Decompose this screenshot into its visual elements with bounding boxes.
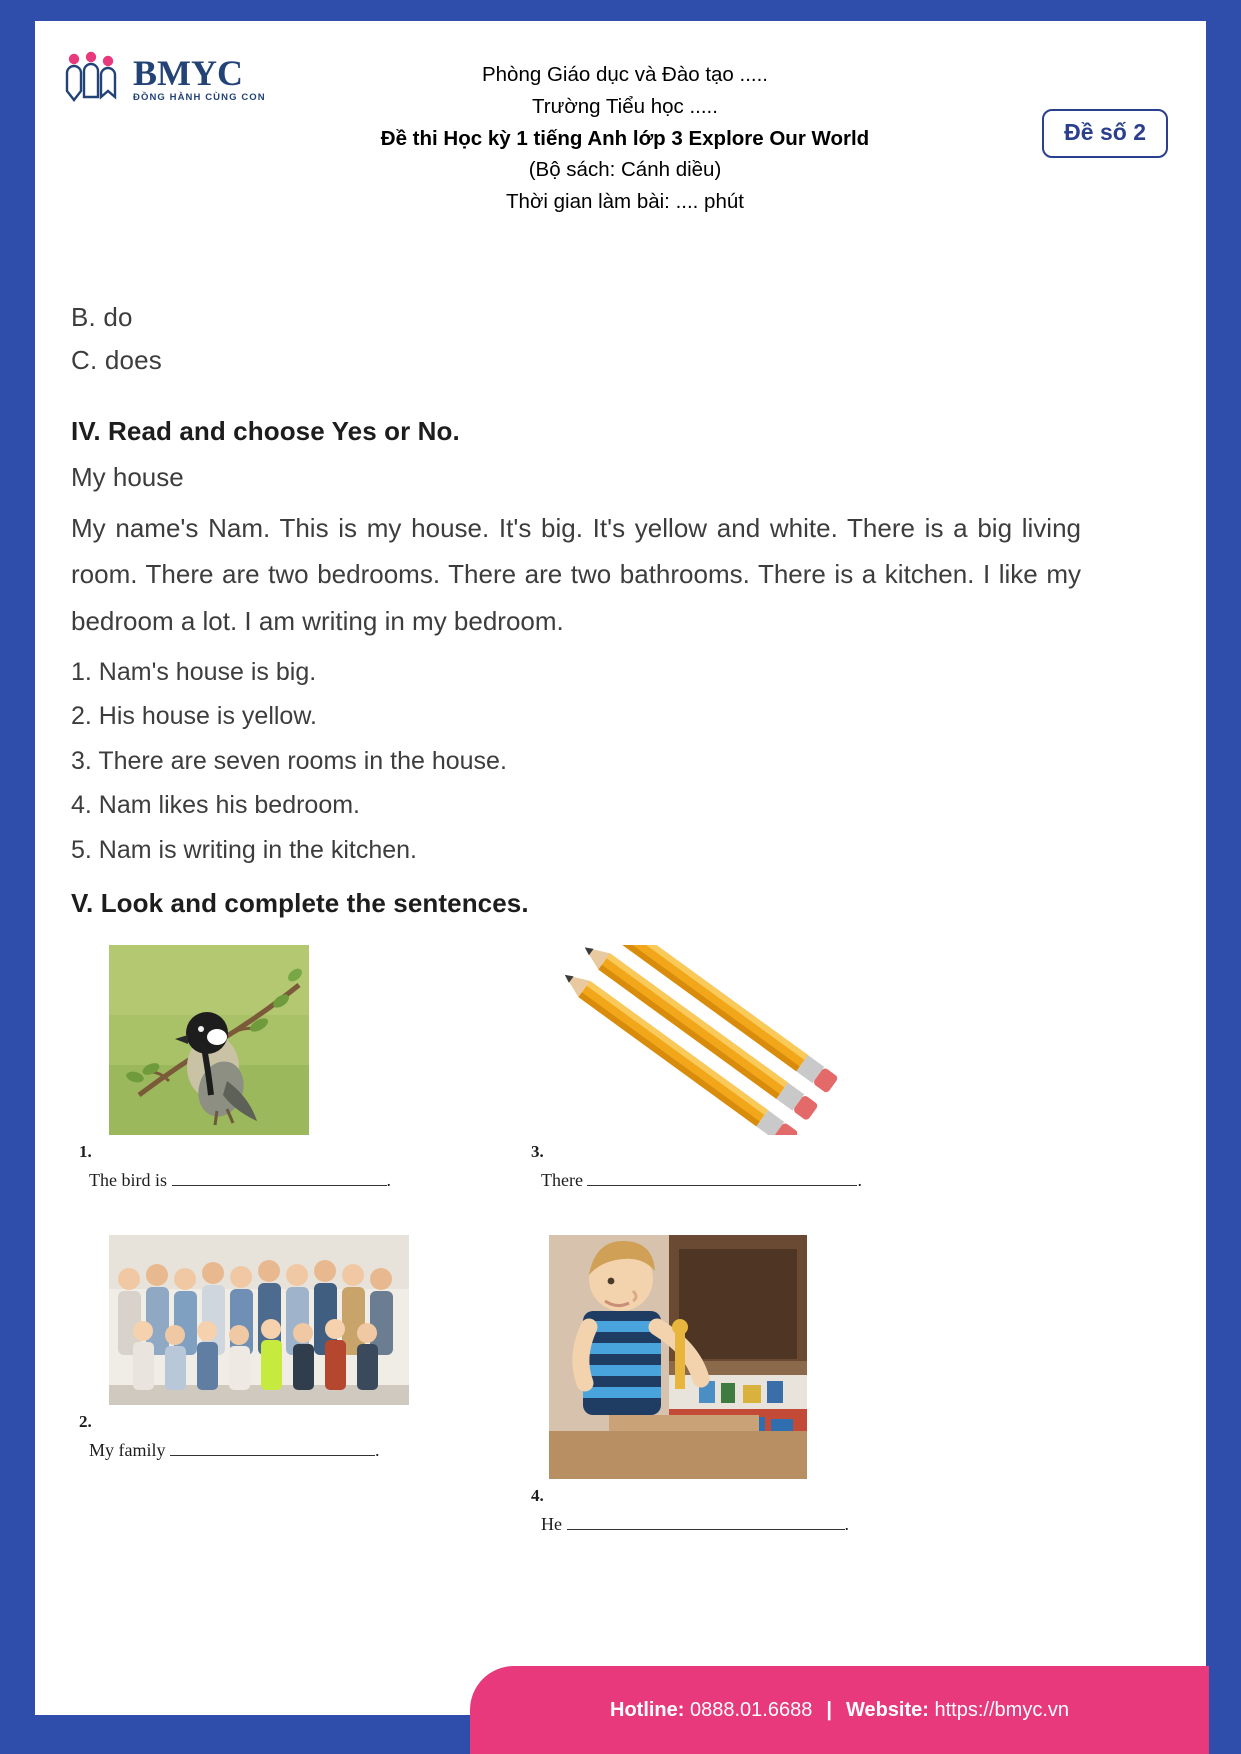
picture-sentence [71, 1170, 471, 1191]
picture-sentence-text: My family [89, 1440, 166, 1461]
option-c: C. does [71, 344, 163, 375]
question-item: 3. There are seven rooms in the house. [71, 746, 507, 775]
reading-passage: My name's Nam. This is my house. It's big. It's yellow and white. There is a big living room. There are two bedrooms. There are two bathrooms. There is a kitchen. I like my bedroom a lot. I am writing in my bedroom. [71, 512, 1081, 636]
school-line: Trường Tiểu học ..... [532, 94, 718, 118]
exam-number-badge: Đề số 2 [1042, 109, 1168, 158]
exam-title: Đề thi Học kỳ 1 tiếng Anh lớp 3 Explore Our World [380, 126, 870, 150]
picture-sentence-text: The bird is [89, 1170, 167, 1191]
answer-blank[interactable] [170, 1442, 375, 1456]
picture-number: 1. [79, 1142, 92, 1162]
question-item: 2. His house is yellow. [71, 702, 317, 731]
picture-item [71, 945, 471, 1191]
duration-line: Thời gian làm bài: .... phút [506, 190, 744, 214]
answer-blank[interactable] [567, 1516, 845, 1530]
brand-tagline: ĐỒNG HÀNH CÙNG CON [133, 92, 266, 103]
brand-name: BMYC [133, 53, 243, 93]
picture-sentence [531, 1514, 931, 1535]
bird-on-branch-photo [109, 945, 309, 1135]
picture-row-bottom [71, 1235, 1071, 1535]
hotline-value: 0888.01.6688 [690, 1698, 813, 1721]
picture-number: 2. [79, 1412, 92, 1432]
website-value[interactable]: https://bmyc.vn [934, 1698, 1069, 1721]
picture-sentence-text: There [541, 1170, 583, 1191]
question-item: 4. Nam likes his bedroom. [71, 791, 361, 820]
picture-row-top [71, 945, 1071, 1191]
book-series-line: (Bộ sách: Cánh diều) [528, 158, 722, 182]
brand-logo [61, 51, 266, 107]
boy-playing-with-toys-photo [549, 1235, 807, 1479]
picture-item [531, 1235, 931, 1535]
document-header [35, 21, 1206, 251]
sentence-end: . [857, 1170, 862, 1191]
three-pencils-photo [549, 945, 879, 1135]
sentence-end: . [386, 1170, 391, 1191]
question-item: 1. Nam's house is big. [71, 657, 317, 686]
section-iv-heading: IV. Read and choose Yes or No. [71, 415, 460, 446]
passage-title: My house [71, 461, 184, 492]
picture-sentence-text: He [541, 1514, 562, 1535]
picture-item [531, 945, 931, 1191]
footer-separator: | [826, 1698, 832, 1721]
department-line: Phòng Giáo dục và Đào tạo ..... [481, 63, 769, 86]
large-family-group-photo [109, 1235, 409, 1405]
answer-blank[interactable] [172, 1172, 387, 1186]
question-item: 5. Nam is writing in the kitchen. [71, 835, 417, 864]
picture-number: 3. [531, 1142, 544, 1162]
exam-title-block [245, 59, 1005, 218]
sentence-end: . [375, 1440, 380, 1461]
sentence-end: . [844, 1514, 849, 1535]
picture-sentence [531, 1170, 931, 1191]
hotline-label: Hotline: [610, 1698, 685, 1721]
three-people-icon [61, 51, 125, 107]
picture-exercise-grid [71, 945, 1071, 1535]
picture-sentence [71, 1440, 471, 1461]
picture-item [71, 1235, 471, 1535]
option-b: B. do [71, 302, 133, 332]
exam-body [71, 296, 1081, 1535]
contact-footer [470, 1666, 1209, 1754]
section-v-heading: V. Look and complete the sentences. [71, 888, 529, 919]
answer-blank[interactable] [587, 1172, 857, 1186]
exam-sheet [32, 18, 1209, 1718]
website-label: Website: [845, 1698, 929, 1721]
picture-number: 4. [531, 1486, 544, 1506]
